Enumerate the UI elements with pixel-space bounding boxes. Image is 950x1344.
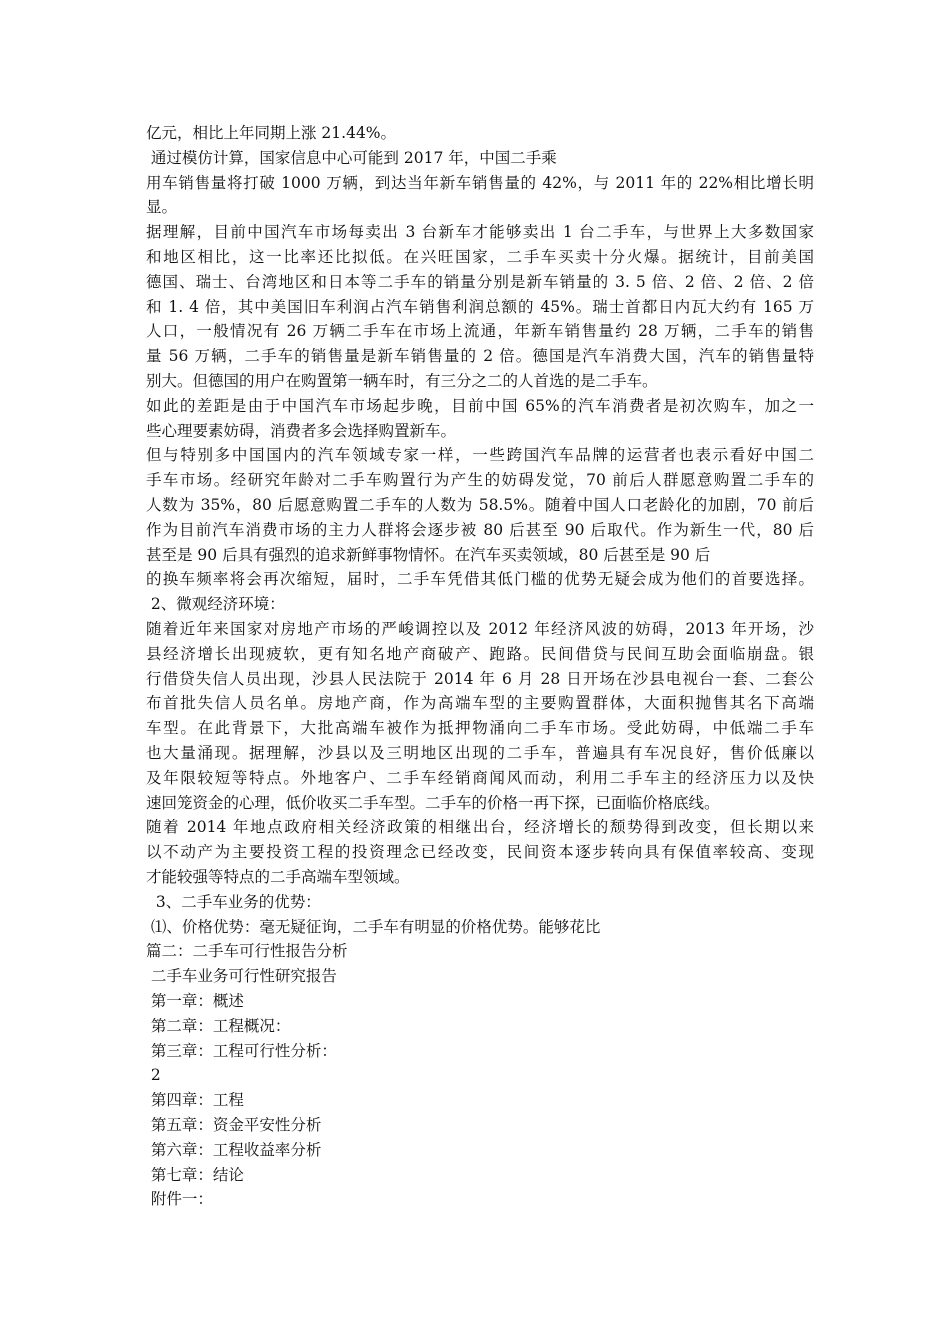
- text-line: 2、微观经济环境：: [146, 595, 285, 613]
- text-line: 速回笼资金的心理，低价收买二手车型。二手车的价格一再下探，已面临价格底线。: [146, 794, 720, 812]
- text-line: 手车市场。经研究年龄对二手车购置行为产生的妨碍发觉，70 前后人群愿意购置二手车的: [146, 471, 814, 489]
- text-line: 以不动产为主要投资工程的投资理念已经改变，民间资本逐步转向具有保值率较高、变现: [146, 843, 814, 861]
- text-line: 第四章：工程: [146, 1091, 244, 1109]
- text-line: 和地区相比，这一比率还比拟低。在兴旺国家，二手车买卖十分火爆。据统计，目前美国: [146, 248, 814, 266]
- text-line: 车型。在此背景下，大批高端车被作为抵押物涌向二手车市场。受此妨碍，中低端二手车: [146, 719, 814, 737]
- text-line: ⑴、价格优势：毫无疑征询，二手车有明显的价格优势。能够花比: [146, 918, 601, 936]
- text-line: 别大。但德国的用户在购置第一辆车时，有三分之二的人首选的是二手车。: [146, 372, 658, 390]
- text-line: 篇二：二手车可行性报告分析: [146, 942, 348, 960]
- text-line: 通过模仿计算，国家信息中心可能到 2017 年，中国二手乘: [146, 149, 557, 167]
- text-line: 但与特别多中国国内的汽车领域专家一样，一些跨国汽车品牌的运营者也表示看好中国二: [146, 446, 814, 464]
- text-line: 用车销售量将打破 1000 万辆，到达当年新车销售量的 42%，与 2011 年的 22%相比增长明: [146, 174, 814, 192]
- text-line: 人口，一般情况有 26 万辆二手车在市场上流通，年新车销售量约 28 万辆，二手车的销售: [146, 322, 814, 340]
- text-line: 人数为 35%，80 后愿意购置二手车的人数为 58.5%。随着中国人口老龄化的加剧，70 前后: [146, 496, 814, 514]
- text-line: 县经济增长出现疲软，更有知名地产商破产、跑路。民间借贷与民间互助会面临崩盘。银: [146, 645, 814, 663]
- text-line: 及年限较短等特点。外地客户、二手车经销商闻风而动，利用二手车主的经济压力以及快: [146, 769, 814, 787]
- text-line: 如此的差距是由于中国汽车市场起步晚，目前中国 65%的汽车消费者是初次购车，加之一: [146, 397, 814, 415]
- text-line: 第七章：结论: [146, 1166, 244, 1184]
- text-line: 德国、瑞士、台湾地区和日本等二手车的销量分别是新车销量的 3. 5 倍、2 倍、2 倍、2 倍: [146, 273, 814, 291]
- text-line: 量 56 万辆，二手车的销售量是新车销售量的 2 倍。德国是汽车消费大国，汽车的销售量特: [146, 347, 814, 365]
- text-line: 甚至是 90 后具有强烈的追求新鲜事物情怀。在汽车买卖领域，80 后甚至是 90 后: [146, 546, 711, 564]
- text-line: 亿元，相比上年同期上涨 21.44%。: [146, 124, 397, 142]
- text-line: 二手车业务可行性研究报告: [146, 967, 337, 985]
- text-line: 作为目前汽车消费市场的主力人群将会逐步被 80 后甚至 90 后取代。作为新生一代，80 后: [146, 521, 814, 539]
- text-line: 和 1. 4 倍，其中美国旧车利润占汽车销售利润总额的 45%。瑞士首都日内瓦大约有 165 万: [146, 298, 814, 316]
- text-line: 3、二手车业务的优势：: [146, 893, 321, 911]
- text-line: 第一章：概述: [146, 992, 244, 1010]
- text-line: 据理解，目前中国汽车市场每卖出 3 台新车才能够卖出 1 台二手车，与世界上大多数国家: [146, 223, 814, 241]
- text-line: 随着 2014 年地点政府相关经济政策的相继出台，经济增长的颓势得到改变，但长期以来: [146, 818, 814, 836]
- text-line: 才能较强等特点的二手高端车型领域。: [146, 868, 410, 886]
- text-line: 2: [146, 1066, 161, 1084]
- text-line: 第五章：资金平安性分析: [146, 1116, 322, 1134]
- text-line: 行借贷失信人员出现，沙县人民法院于 2014 年 6 月 28 日开场在沙县电视台一套、二套公: [146, 670, 814, 688]
- text-line: 第六章：工程收益率分析: [146, 1141, 322, 1159]
- text-line: 随着近年来国家对房地产市场的严峻调控以及 2012 年经济风波的妨碍，2013 年开场，沙: [146, 620, 814, 638]
- text-line: 的换车频率将会再次缩短，届时，二手车凭借其低门槛的优势无疑会成为他们的首要选择。: [146, 570, 814, 588]
- text-line: 也大量涌现。据理解，沙县以及三明地区出现的二手车，普遍具有车况良好，售价低廉以: [146, 744, 814, 762]
- text-line: 显。: [146, 198, 178, 216]
- text-line: 附件一：: [146, 1190, 213, 1208]
- text-line: 第二章：工程概况：: [146, 1017, 291, 1035]
- text-line: 第三章：工程可行性分析：: [146, 1042, 337, 1060]
- text-line: 些心理要素妨碍，消费者多会选择购置新车。: [146, 422, 457, 440]
- text-line: 布首批失信人员名单。房地产商，作为高端车型的主要购置群体，大面积抛售其名下高端: [146, 694, 814, 712]
